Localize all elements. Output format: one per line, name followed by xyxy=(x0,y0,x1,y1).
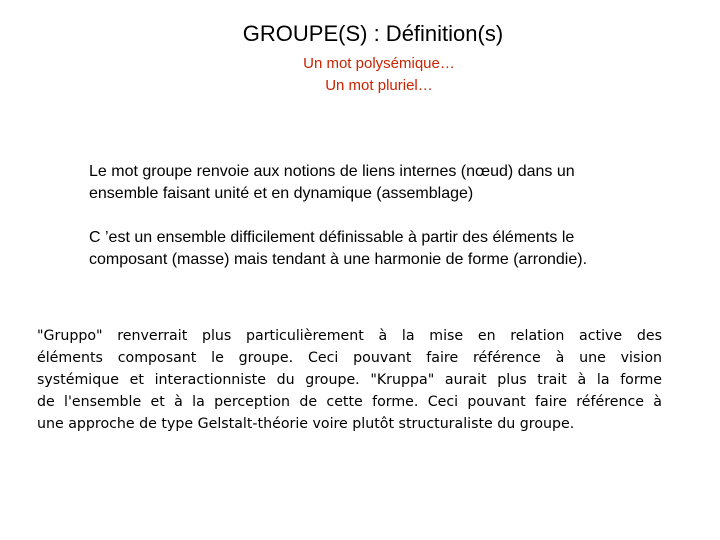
etymology-line: de l'ensemble et à la perception de cette forme. Ceci pouvant faire référence à xyxy=(37,394,662,410)
subtitle-line: Un mot pluriel… xyxy=(325,77,433,94)
subtitle-line: Un mot polysémique… xyxy=(303,55,455,72)
etymology-line: systémique et interactionniste du groupe. "Kruppa" aurait plus trait à la forme xyxy=(37,372,662,388)
paragraph-line: ensemble faisant unité et en dynamique (assemblage) xyxy=(89,185,474,202)
subtitle xyxy=(0,53,720,97)
definition-paragraph-2 xyxy=(89,227,669,271)
etymology-line: "Gruppo" renverrait plus particulièrement à la mise en relation active des xyxy=(37,328,662,344)
paragraph-line: Le mot groupe renvoie aux notions de liens internes (nœud) dans un xyxy=(89,163,575,180)
slide-title: GROUPE(S) : Définition(s) xyxy=(242,21,504,46)
paragraph-line: C ’est un ensemble difficilement définissable à partir des éléments le xyxy=(89,229,575,246)
definition-paragraph-1 xyxy=(89,161,669,205)
etymology-paragraph xyxy=(37,325,662,435)
etymology-line: éléments composant le groupe. Ceci pouvant faire référence à une vision xyxy=(37,350,662,366)
etymology-line: une approche de type Gelstalt-théorie voire plutôt structuraliste du groupe. xyxy=(37,416,575,432)
paragraph-line: composant (masse) mais tendant à une harmonie de forme (arrondie). xyxy=(89,251,588,268)
